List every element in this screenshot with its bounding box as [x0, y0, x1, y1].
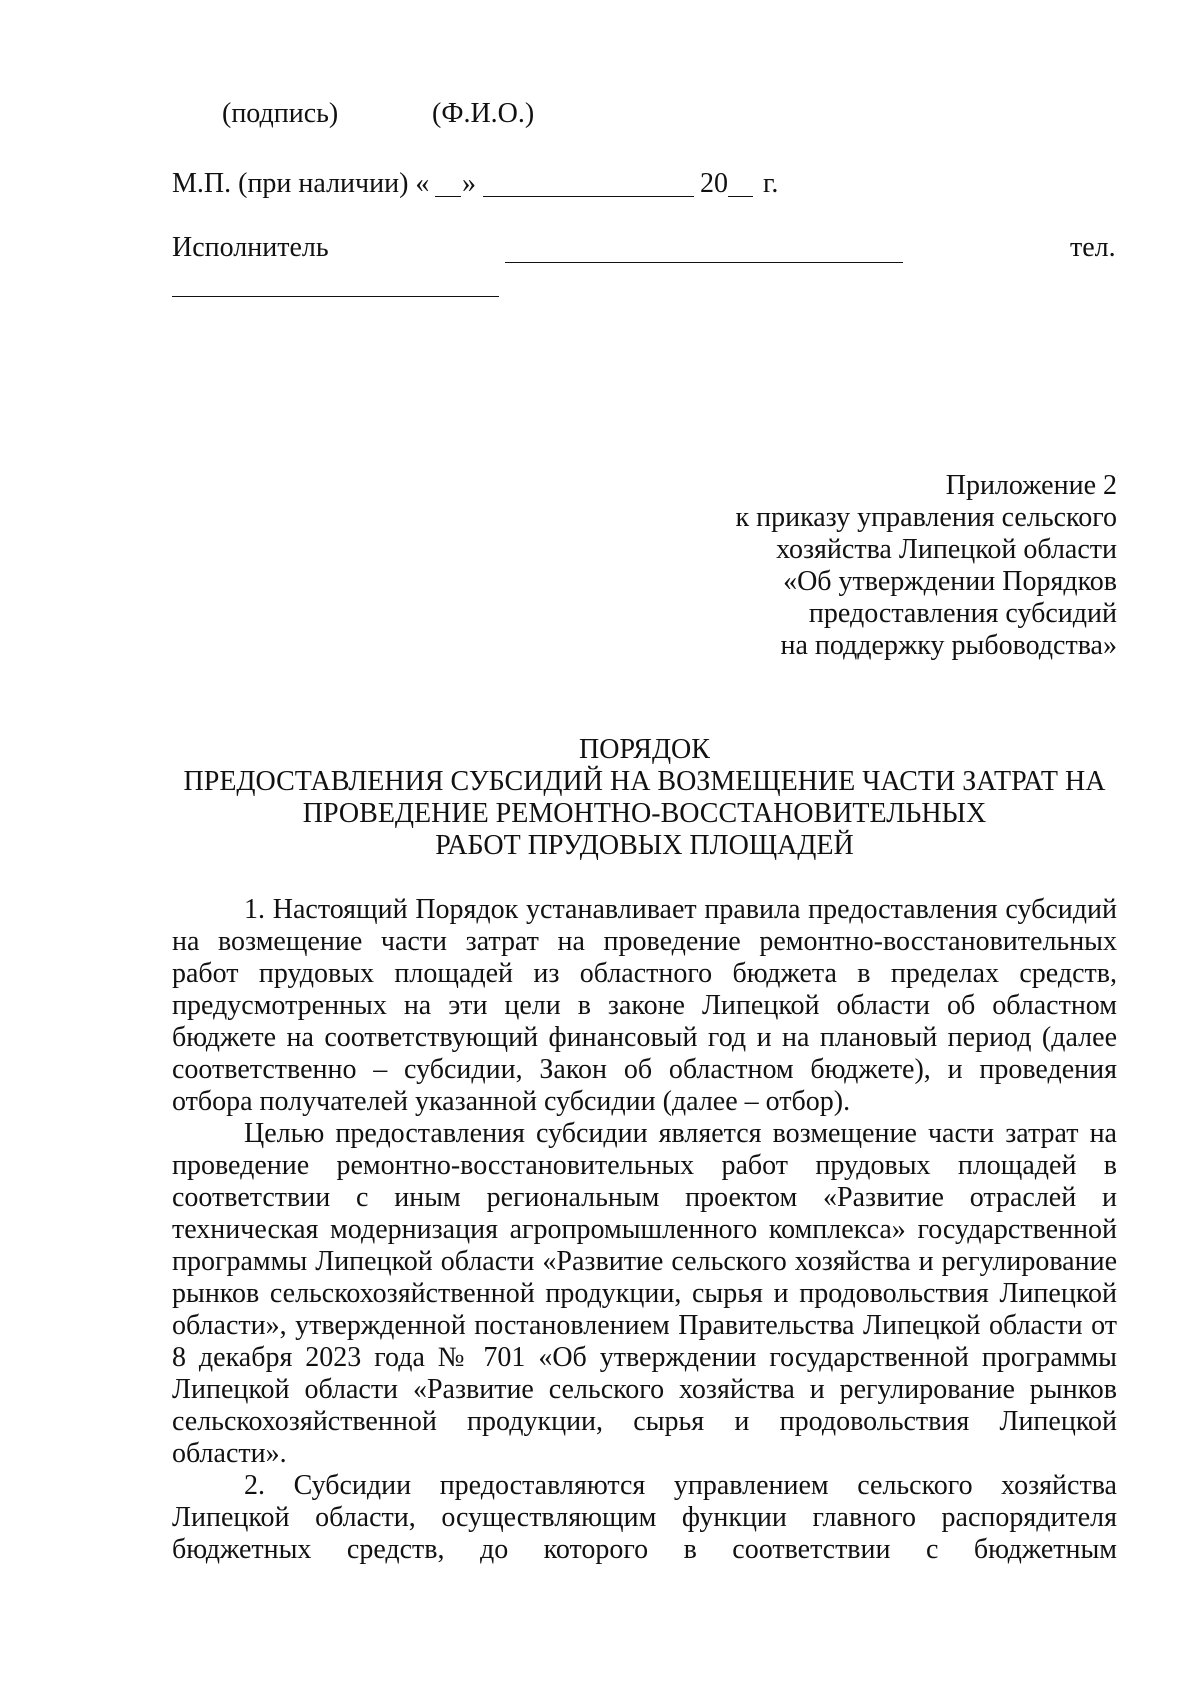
- phone-blank: [172, 296, 499, 297]
- body-paragraph: 1. Настоящий Порядок устанавливает правила предоставления субсидий на возмещение части затрат на проведение ремонтно-восстановительных работ прудовых площадей из областного бюджета в пределах средств, предусмотренных на эти цели в законе Липецкой области об областном бюджете на соответствующий финансовый год и на плановый период (далее соответственно – субсидии, Закон об областном бюджете), и проведения отбора получателей указанной субсидии (далее – отбор).: [172, 894, 1117, 1117]
- document-title: [172, 734, 1117, 862]
- day-blank: [435, 196, 461, 197]
- month-blank: [483, 196, 694, 197]
- day-close-quote: »: [462, 168, 476, 199]
- body-paragraph: Целью предоставления субсидии является возмещение части затрат на проведение ремонтно-восстановительных работ прудовых площадей в соответствии с иным региональным проектом «Развитие отраслей и техническая модернизация агропромышленного комплекса» государственной программы Липецкой области «Развитие сельского хозяйства и регулирование рынков сельскохозяйственной продукции, сырья и продовольствия Липецкой области», утвержденной постановлением Правительства Липецкой области от 8 декабря 2023 года № 701 «Об утверждении государственной программы Липецкой области «Развитие сельского хозяйства и регулирование рынков сельскохозяйственной продукции, сырья и продовольствия Липецкой области».: [172, 1118, 1117, 1469]
- executor-blank: [505, 262, 903, 263]
- year-prefix: 20: [700, 168, 728, 199]
- fio-caption: (Ф.И.О.): [432, 98, 535, 129]
- appendix-line: «Об утверждении Порядков: [783, 566, 1117, 597]
- signature-caption: (подпись): [222, 98, 339, 129]
- year-suffix: г.: [763, 168, 779, 199]
- title-line: РАБОТ ПРУДОВЫХ ПЛОЩАДЕЙ: [435, 830, 854, 861]
- document-body: [172, 894, 1117, 1566]
- appendix-line: предоставления субсидий: [808, 598, 1117, 629]
- appendix-line: Приложение 2: [945, 470, 1117, 501]
- appendix-reference: [640, 470, 1117, 662]
- appendix-line: хозяйства Липецкой области: [776, 534, 1117, 565]
- title-line: ПОРЯДОК: [579, 734, 710, 765]
- body-paragraph: 2. Субсидии предоставляются управлением сельского хозяйства Липецкой области, осуществляющим функции главного распорядителя бюджетных средств, до которого в соответствии с бюджетным: [172, 1470, 1117, 1565]
- appendix-line: на поддержку рыбоводства»: [780, 630, 1117, 661]
- executor-label: Исполнитель: [172, 232, 329, 263]
- title-line: ПРЕДОСТАВЛЕНИЯ СУБСИДИЙ НА ВОЗМЕЩЕНИЕ ЧАСТИ ЗАТРАТ НА: [183, 766, 1106, 797]
- year-blank: [728, 196, 753, 197]
- stamp-place-label: М.П. (при наличии) «: [172, 168, 430, 199]
- title-line: ПРОВЕДЕНИЕ РЕМОНТНО-ВОССТАНОВИТЕЛЬНЫХ: [302, 798, 987, 829]
- phone-label: тел.: [1070, 232, 1116, 263]
- appendix-line: к приказу управления сельского: [735, 502, 1117, 533]
